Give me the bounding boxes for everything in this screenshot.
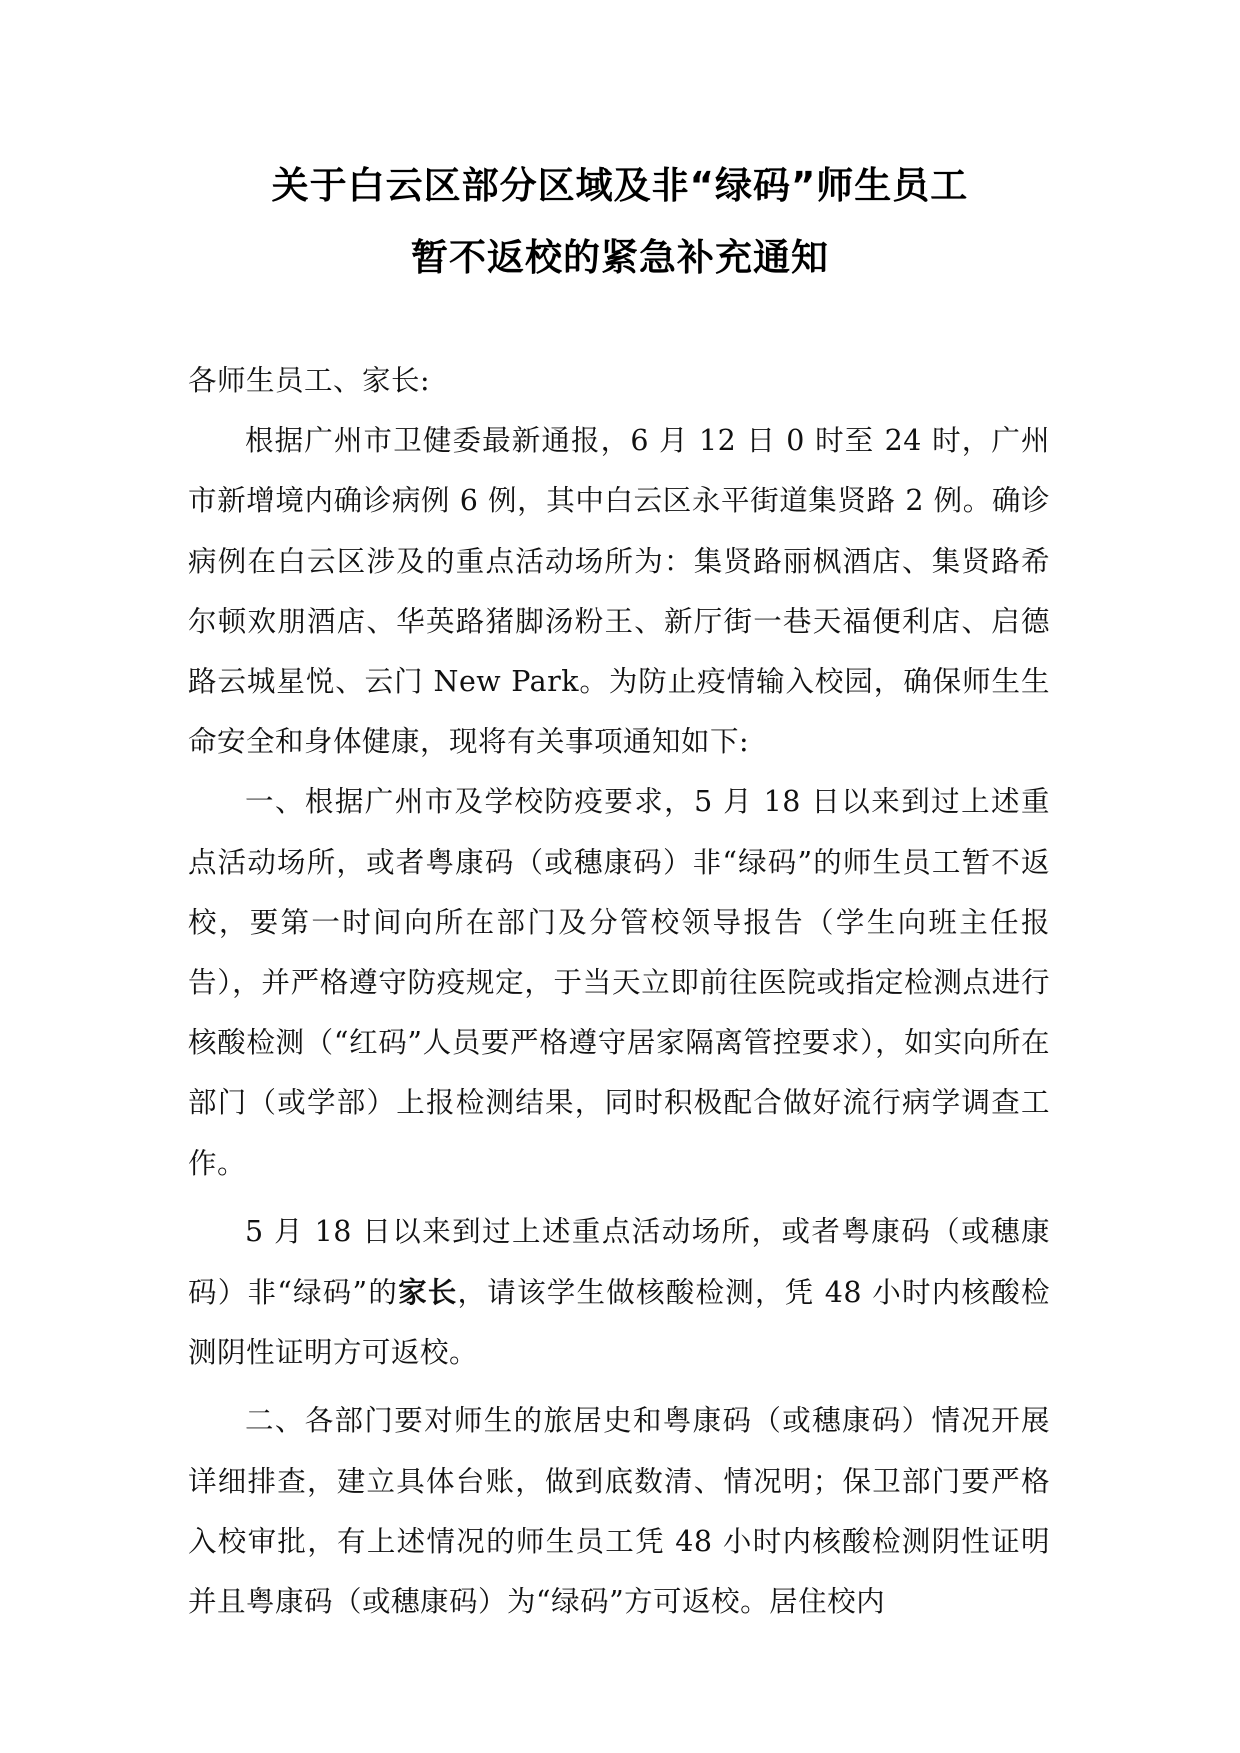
document-title <box>0 150 1240 294</box>
title-line-1: 关于白云区部分区域及非“绿码”师生员工 <box>271 164 969 207</box>
paragraph-parents <box>188 1202 1050 1384</box>
document-body <box>188 351 1050 1632</box>
paragraph-intro: 根据广州市卫健委最新通报，6 月 12 日 0 时至 24 时，广州市新增境内确诊病例 6 例，其中白云区永平街道集贤路 2 例。确诊病例在白云区涉及的重点活动场所为：集贤路丽枫酒店、集贤路希尔顿欢朋酒店、华英路猪脚汤粉王、新厅街一巷天福便利店、启德路云城星悦、云门 New Park。为防止疫情输入校园，确保师生生命安全和身体健康，现将有关事项通知如下: <box>188 424 1050 759</box>
paragraph-item-2: 二、各部门要对师生的旅居史和粤康码（或穗康码）情况开展详细排查，建立具体台账，做到底数清、情况明；保卫部门要严格入校审批，有上述情况的师生员工凭 48 小时内核酸检测阴性证明并且粤康码（或穗康码）为“绿码”方可返校。居住校内 <box>188 1404 1050 1619</box>
paragraph-parents-emphasis: 家长 <box>398 1275 458 1310</box>
paragraph-parents-text-end: ，请该学生做核酸检测，凭 48 小时内核酸检测阴性证明方可返校。 <box>188 1276 1050 1370</box>
title-line-2: 暂不返校的紧急补充通知 <box>411 236 829 279</box>
paragraph-parents-text-start: 5 月 18 日以来到过上述重点活动场所，或者粤康码（或穗康码）非“绿码”的 <box>188 1214 1050 1310</box>
paragraph-item-1: 一、根据广州市及学校防疫要求，5 月 18 日以来到过上述重点活动场所，或者粤康码（或穗康码）非“绿码”的师生员工暂不返校，要第一时间向所在部门及分管校领导报告（学生向班主任报告），并严格遵守防疫规定，于当天立即前往医院或指定检测点进行核酸检测（“红码”人员要严格遵守居家隔离管控要求），如实向所在部门（或学部）上报检测结果，同时积极配合做好流行病学调查工作。 <box>188 785 1050 1180</box>
salutation: 各师生员工、家长: <box>188 364 431 397</box>
